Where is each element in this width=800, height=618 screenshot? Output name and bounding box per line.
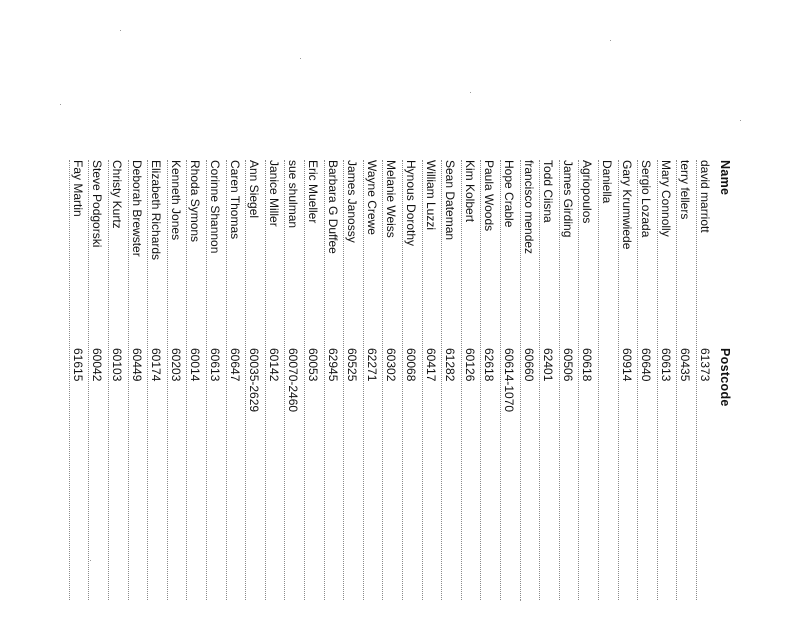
dotted-rule — [128, 160, 129, 600]
postcode-cell: 60640 — [639, 348, 654, 382]
table-row — [321, 160, 340, 600]
scan-speck — [610, 40, 611, 41]
table-row — [654, 160, 673, 600]
table-row — [85, 160, 104, 600]
name-cell: Sergio Lozada — [639, 160, 654, 238]
postcode-cell: 60174 — [149, 348, 164, 382]
name-cell: Barbara G Duffee — [325, 160, 340, 254]
name-cell: Deborah Brewster — [129, 160, 144, 257]
scan-speck — [520, 600, 521, 601]
dotted-rule — [696, 160, 697, 600]
postcode-cell: 61373 — [698, 348, 712, 382]
name-cell: Mary Connolly — [658, 160, 673, 237]
dotted-rule — [265, 160, 266, 600]
table-row — [125, 160, 144, 600]
table-row — [164, 160, 183, 600]
dotted-rule — [186, 160, 187, 600]
table-row — [281, 160, 300, 600]
table-row — [615, 160, 634, 600]
dotted-rule — [441, 160, 442, 600]
dotted-rule — [363, 160, 364, 600]
name-cell: Melanie Weiss — [384, 160, 399, 238]
scan-speck — [60, 104, 61, 105]
name-cell: Elizabeth Richards — [149, 160, 164, 261]
table-row — [340, 160, 359, 600]
table-row — [223, 160, 242, 600]
postcode-cell: 60070-2460 — [286, 348, 301, 413]
name-cell: Ann Siegel — [247, 160, 262, 219]
dotted-rule — [657, 160, 658, 600]
dotted-rule — [520, 160, 521, 600]
postcode-cell: 60203 — [168, 348, 183, 382]
table-row — [301, 160, 320, 600]
name-cell: Eric Mueller — [306, 160, 320, 224]
postcode-cell: 61615 — [70, 348, 85, 382]
table-row — [399, 160, 418, 600]
table-row — [262, 160, 281, 600]
table-row — [66, 160, 85, 600]
table-row — [693, 160, 712, 600]
name-cell: Rhoda Symons — [188, 160, 203, 243]
table-row — [536, 160, 555, 600]
postcode-cell: 60068 — [404, 348, 418, 382]
table-row — [203, 160, 222, 600]
table-row — [575, 160, 594, 600]
table-row — [105, 160, 124, 600]
table-row — [458, 160, 477, 600]
dotted-rule — [382, 160, 383, 600]
name-cell: Sean Dateman — [443, 160, 458, 241]
table-row — [497, 160, 516, 600]
dotted-rule — [108, 160, 109, 600]
name-cell: david marriott — [698, 160, 712, 233]
dotted-rule — [539, 160, 540, 600]
table-row — [144, 160, 163, 600]
dotted-rule — [676, 160, 677, 600]
postcode-cell: 60914 — [619, 348, 634, 382]
dotted-rule — [284, 160, 285, 600]
table-row — [556, 160, 575, 600]
name-cell: Wayne Crewe — [364, 160, 379, 235]
dotted-rule — [206, 160, 207, 600]
scan-speck — [90, 560, 91, 561]
postcode-cell: 60647 — [227, 348, 242, 382]
postcode-cell: 60302 — [384, 348, 399, 382]
postcode-cell: 60435 — [678, 348, 693, 382]
dotted-rule — [500, 160, 501, 600]
postcode-cell: 62401 — [541, 348, 556, 382]
name-cell: James Girding — [560, 160, 575, 238]
name-cell: Hope Crable — [502, 160, 516, 228]
name-cell: Daniella — [600, 160, 614, 204]
name-cell: Todd Ciisna — [541, 160, 556, 223]
dotted-rule — [480, 160, 481, 600]
dotted-rule — [637, 160, 638, 600]
table-row — [360, 160, 379, 600]
postcode-cell: 60660 — [521, 348, 536, 382]
postcode-cell: 60053 — [306, 348, 320, 382]
table-row — [379, 160, 398, 600]
scan-speck — [470, 92, 471, 93]
postcode-cell: 60525 — [345, 348, 360, 382]
postcode-cell: 62945 — [325, 348, 340, 382]
dotted-rule — [343, 160, 344, 600]
postcode-cell: 60506 — [560, 348, 575, 382]
name-cell: Caren Thomas — [227, 160, 242, 240]
table-row — [419, 160, 438, 600]
table-row — [242, 160, 261, 600]
scan-speck — [120, 30, 121, 31]
dotted-rule — [578, 160, 579, 600]
name-cell: Corinne Shannon — [208, 160, 222, 254]
postcode-cell: 62271 — [364, 348, 379, 382]
rotated-name-postcode-table — [62, 160, 732, 600]
table-row — [634, 160, 653, 600]
name-cell: Gary Krumwiede — [619, 160, 634, 250]
dotted-rule — [88, 160, 89, 600]
dotted-rule — [598, 160, 599, 600]
header-postcode: Postcode — [718, 348, 732, 407]
postcode-cell: 60613 — [658, 348, 673, 382]
name-cell: James Janossy — [345, 160, 360, 243]
header-name: Name — [718, 160, 732, 196]
postcode-cell: 60042 — [90, 348, 105, 382]
dotted-rule — [559, 160, 560, 600]
dotted-rule — [147, 160, 148, 600]
name-cell: Hynous Dorothy — [404, 160, 418, 247]
postcode-cell: 60417 — [423, 348, 438, 382]
dotted-rule — [618, 160, 619, 600]
postcode-cell: 61282 — [443, 348, 458, 382]
dotted-rule — [461, 160, 462, 600]
scan-speck — [300, 58, 301, 59]
postcode-cell: 60103 — [110, 348, 124, 382]
postcode-cell: 60618 — [580, 348, 595, 382]
name-cell: Fay Martin — [70, 160, 85, 217]
name-cell: Steve Podgorski — [90, 160, 105, 248]
postcode-cell: 60142 — [266, 348, 281, 382]
name-cell: William Luzzi — [423, 160, 438, 231]
dotted-rule — [167, 160, 168, 600]
dotted-rule — [69, 160, 70, 600]
postcode-cell: 60035-2629 — [247, 348, 262, 413]
table-row — [438, 160, 457, 600]
scan-speck — [740, 120, 741, 121]
name-cell: Christy Kurtz — [110, 160, 124, 229]
table-row — [673, 160, 692, 600]
table-row — [477, 160, 496, 600]
postcode-cell: 60613 — [208, 348, 222, 382]
name-cell: terry fellers — [678, 160, 693, 220]
name-cell: Kenneth Jones — [168, 160, 183, 241]
dotted-rule — [245, 160, 246, 600]
table-row — [595, 160, 614, 600]
table-row — [517, 160, 536, 600]
table-row — [183, 160, 202, 600]
dotted-rule — [304, 160, 305, 600]
dotted-rule — [324, 160, 325, 600]
name-cell: Agriopoulos — [580, 160, 595, 224]
postcode-cell: 60449 — [129, 348, 144, 382]
postcode-cell: 60014 — [188, 348, 203, 382]
postcode-cell: 60126 — [462, 348, 477, 382]
postcode-cell: 62618 — [482, 348, 497, 382]
name-cell: francisco mendez — [521, 160, 536, 255]
dotted-rule — [402, 160, 403, 600]
name-cell: Janice Miller — [266, 160, 281, 227]
name-cell: Kim Kolbert — [462, 160, 477, 223]
postcode-cell: 60614-1070 — [502, 348, 516, 413]
name-cell: sue shulman — [286, 160, 301, 229]
name-cell: Paula Woods — [482, 160, 497, 232]
dotted-rule — [422, 160, 423, 600]
dotted-rule — [226, 160, 227, 600]
